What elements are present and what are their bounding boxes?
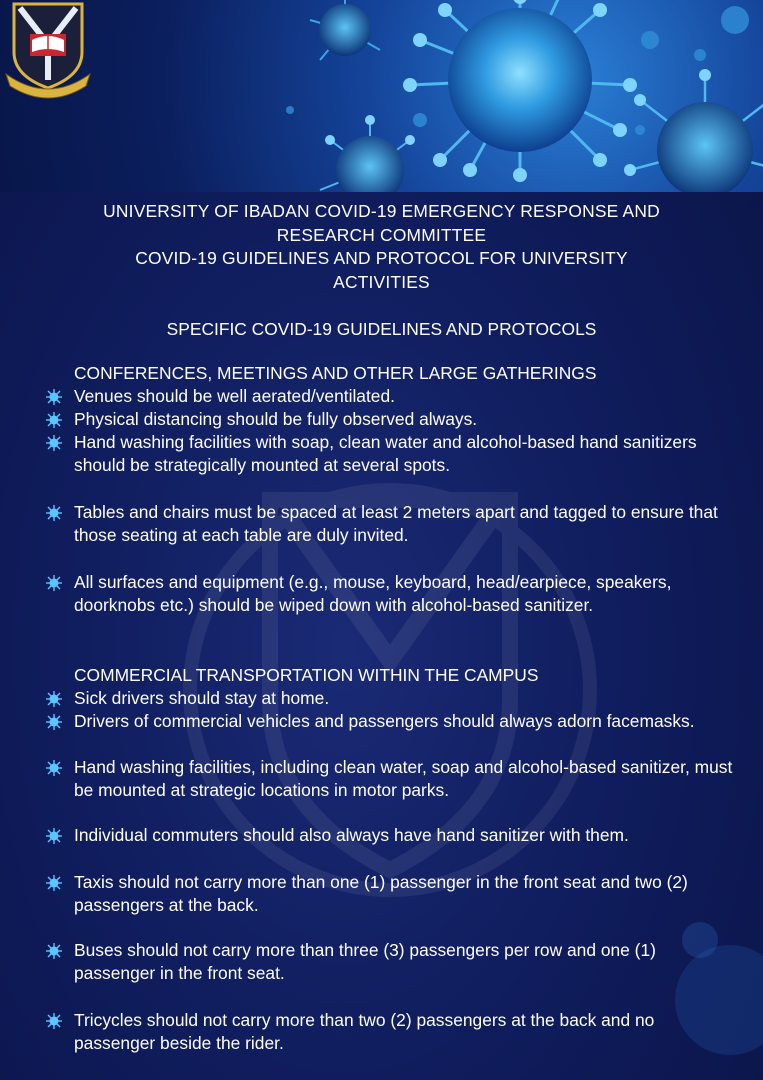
section-heading-conferences: CONFERENCES, MEETINGS AND OTHER LARGE GATHERINGS: [74, 363, 597, 383]
list-item: Sick drivers should stay at home.: [74, 687, 734, 710]
title-line: COVID-19 GUIDELINES AND PROTOCOL FOR UNIVERSITY: [135, 248, 628, 268]
virus-bullet-icon: [46, 943, 62, 959]
covid-banner: [0, 0, 763, 192]
list-item: Drivers of commercial vehicles and passengers should always adorn facemasks.: [74, 710, 734, 733]
virus-top-left-icon: [310, 0, 380, 60]
title-line: ACTIVITIES: [333, 271, 430, 292]
virus-bullet-icon: [46, 828, 62, 844]
coronavirus-illustration: [0, 0, 763, 192]
list-item: Hand washing facilities with soap, clean water and alcohol-based hand sanitizers should be strategically mounted at several spots.: [74, 431, 734, 477]
section-heading-transportation: COMMERCIAL TRANSPORTATION WITHIN THE CAMPUS: [74, 665, 539, 685]
list-item: Hand washing facilities, including clean water, soap and alcohol-based sanitizer, must be mounted at strategic locations in motor parks.: [74, 756, 734, 802]
list-item: All surfaces and equipment (e.g., mouse, keyboard, head/earpiece, speakers, doorknobs etc.) should be wiped down with alcohol-based sanitizer.: [74, 571, 734, 617]
list-item: Buses should not carry more than three (3) passengers per row and one (1) passenger in the front seat.: [74, 939, 734, 985]
list-item: Physical distancing should be fully observed always.: [74, 408, 734, 431]
list-item: Individual commuters should also always have hand sanitizer with them.: [74, 824, 734, 847]
virus-bullet-icon: [46, 760, 62, 776]
page-title: [0, 200, 763, 294]
title-line: UNIVERSITY OF IBADAN COVID-19 EMERGENCY RESPONSE AND: [103, 201, 660, 221]
virus-large-icon: [403, 0, 637, 182]
virus-bullet-icon: [46, 389, 62, 405]
page-subtitle: SPECIFIC COVID-19 GUIDELINES AND PROTOCOLS: [166, 319, 597, 339]
virus-bullet-icon: [46, 714, 62, 730]
title-line: RESEARCH COMMITTEE: [276, 224, 487, 245]
list-item: Tables and chairs must be spaced at least 2 meters apart and tagged to ensure that those seating at each table are duly invited.: [74, 501, 734, 547]
list-item: Venues should be well aerated/ventilated.: [74, 385, 734, 408]
virus-bullet-icon: [46, 1013, 62, 1029]
virus-left-icon: [320, 115, 415, 192]
list-item: Taxis should not carry more than one (1) passenger in the front seat and two (2) passengers at the back.: [74, 871, 734, 917]
virus-bullet-icon: [46, 691, 62, 707]
virus-bullet-icon: [46, 575, 62, 591]
virus-bullet-icon: [46, 505, 62, 521]
university-crest-logo: [0, 0, 96, 100]
virus-bullet-icon: [46, 435, 62, 451]
virus-bullet-icon: [46, 875, 62, 891]
virus-bullet-icon: [46, 412, 62, 428]
list-item: Tricycles should not carry more than two (2) passengers at the back and no passenger beside the rider.: [74, 1009, 734, 1055]
poster-content: [0, 200, 763, 341]
